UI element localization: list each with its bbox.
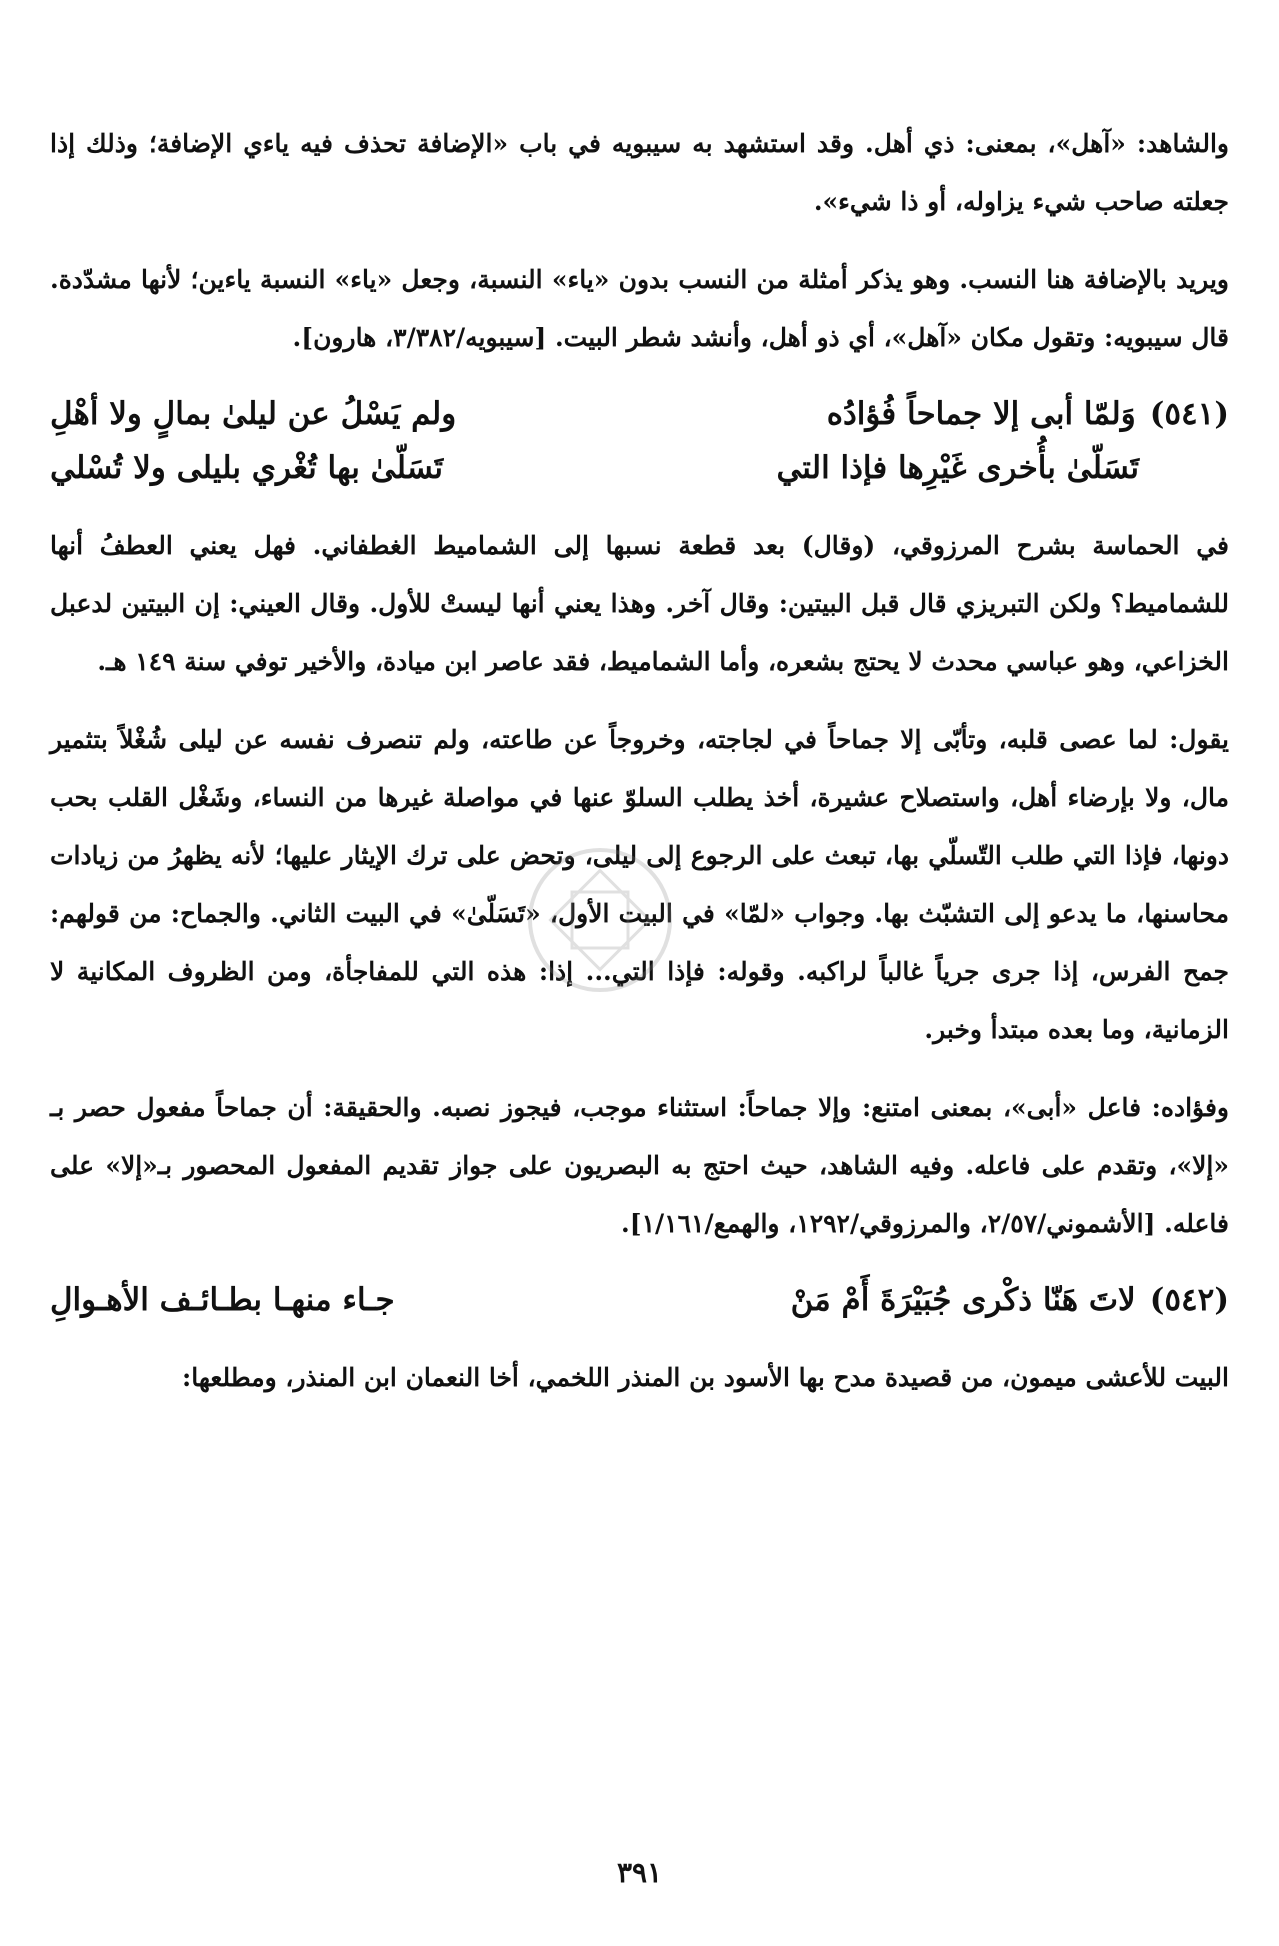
verse-hemistich: ولم يَسْلُ عن ليلىٰ بمالٍ ولا أهْلِ	[50, 396, 457, 432]
verse-541	[50, 387, 1229, 495]
verse-line	[50, 441, 1229, 495]
verse-line	[50, 387, 1229, 441]
verse-number: (٥٤٢)	[1149, 1282, 1229, 1318]
verse-hemistich	[663, 387, 1229, 441]
verse-hemistich: جـاء منهـا بطـائـف الأهـوالِ	[50, 1282, 395, 1318]
paragraph-meaning: يقول: لما عصى قلبه، وتأبّى إلا جماحاً في لجاجته، وخروجاً عن طاعته، ولم تنصرف نفسه عن ليلى شُغْلاً بتثمير مال، ولا بإرضاء أهل، واستصلاح عشيرة، أخذ يطلب السلوّ عنها في مواصلة غيرها من النساء، وشَغْل القلب بحب دونها، فإذا التي طلب التّسلّي بها، تبعث على الرجوع إلى ليلى، وتحض على ترك الإيثار عليها؛ لأنه يظهرُ من زيادات محاسنها، ما يدعو إلى التشبّث بها. وجواب «لمّا» في البيت الأول، «تَسَلّىٰ» في البيت الثاني. والجماح: من قولهم: جمح الفرس، إذا جرى جرياً غالباً لراكبه. وقوله: فإذا التي... إذا: هذه التي للمفاجأة، ومن الظروف المكانية لا الزمانية، وما بعده مبتدأ وخبر.	[50, 725, 1229, 1044]
verse-hemistich: تَسَلّىٰ بأُخرى غَيْرِها فإذا التي	[776, 450, 1139, 486]
verse-hemistich: تَسَلّىٰ بها تُغْري بليلى ولا تُسْلي	[50, 450, 444, 486]
paragraph-hamasa: في الحماسة بشرح المرزوقي، (وقال) بعد قطعة نسبها إلى الشماميط الغطفاني. فهل يعني العطفُ أنها للشماميط؟ ولكن التبريزي قال قبل البيتين: وقال آخر. وهذا يعني أنها ليستْ للأول. وقال العيني: إن البيتين لدعبل الخزاعي، وهو عباسي محدث لا يحتج بشعره، وأما الشماميط، فقد عاصر ابن ميادة، والأخير توفي سنة ١٤٩ هـ.	[50, 531, 1229, 676]
verse-line	[50, 1273, 1229, 1327]
watermark-seal-icon	[520, 840, 680, 1000]
paragraph-shahid: والشاهد: «آهل»، بمعنى: ذي أهل. وقد استشهد به سيبويه في باب «الإضافة تحذف فيه ياءي الإضافة؛ وذلك إذا جعلته صاحب شيء يزاوله، أو ذا شيء».	[50, 129, 1229, 216]
verse-text: وَلمّا أبى إلا جماحاً فُؤادُه	[826, 396, 1136, 432]
verse-text: لاتَ هَنّا ذكْرى جُبَيْرَةَ أَمْ مَنْ	[790, 1282, 1136, 1318]
paragraph-grammar: وفؤاده: فاعل «أبى»، بمعنى امتنع: وإلا جماحاً: استثناء موجب، فيجوز نصبه. والحقيقة: أن جماحاً مفعول حصر بـ «إلا»، وتقدم على فاعله. وفيه الشاهد، حيث احتج به البصريون على جواز تقديم المفعول المحصور بـ«إلا» على فاعله. [الأشموني/٢/٥٧، والمرزوقي/١٢٩٢، والهمع/١/١٦١].	[50, 1093, 1229, 1238]
verse-number: (٥٤١)	[1149, 396, 1229, 432]
verse-hemistich	[663, 1273, 1229, 1327]
paragraph-asha: البيت للأعشى ميمون، من قصيدة مدح بها الأسود بن المنذر اللخمي، أخا النعمان ابن المنذر، ومطلعها:	[182, 1363, 1229, 1392]
verse-542	[50, 1273, 1229, 1327]
page-number: ٣٩١	[616, 1856, 663, 1889]
paragraph-nasab: ويريد بالإضافة هنا النسب. وهو يذكر أمثلة من النسب بدون «ياء» النسبة، وجعل «ياء» النسبة ياءين؛ لأنها مشدّدة. قال سيبويه: وتقول مكان «آهل»، أي ذو أهل، وأنشد شطر البيت. [سيبويه/٣/٣٨٢، هارون].	[50, 265, 1229, 352]
